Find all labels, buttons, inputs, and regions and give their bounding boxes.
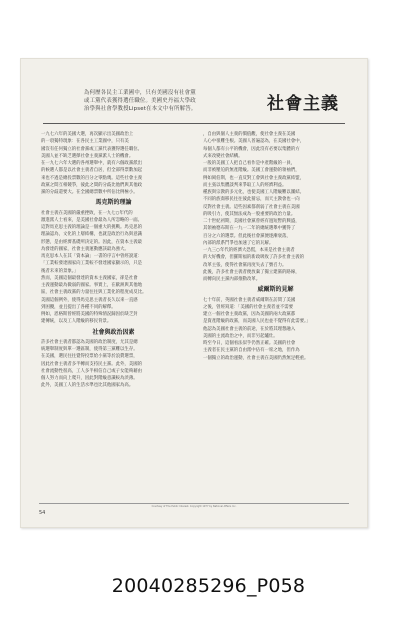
body-line: 到困擾，並且提出了各種不同的解釋。 bbox=[41, 304, 116, 310]
body-line: 此外，美國工人的生活水準也比其他國家為高。 bbox=[41, 383, 134, 389]
body-line: 每個人都有公平的機會，因此沒有必要以集體的方 bbox=[203, 146, 300, 152]
body-line: 例如岡伯斯，也一直反對工會與社會主義政黨結盟， bbox=[203, 175, 304, 181]
page-footer bbox=[39, 503, 349, 516]
body-line: 主義運動最為微弱的國家。事實上，在歐洲與其他地 bbox=[41, 283, 142, 288]
body-line: 然而，美國這個最發達的資本主義國家，卻是社會 bbox=[41, 275, 138, 281]
body-line: 百分之六的選票。但此後社會黨便逐漸衰落， bbox=[203, 233, 291, 239]
body-line: 他認為美國社會主義的前途，在於將其理想融入 bbox=[203, 326, 296, 332]
body-line: 社會流動性很高，工人多半相信自己或子女能夠藉由 bbox=[41, 368, 142, 374]
body-line: 例如，恩格斯曾經將美國的特殊情況歸因於缺乏封 bbox=[41, 312, 138, 317]
body-line: 建立一個社會主義政黨，因為美國的兩大政黨都 bbox=[203, 312, 296, 317]
image-caption: 20040285296_P058 bbox=[111, 575, 306, 597]
body-line: 一九三○年代的經濟大恐慌，本來是社會主義者 bbox=[203, 248, 295, 253]
body-line: 而主張以集體談判來爭取工人的經濟利益。 bbox=[203, 182, 287, 188]
body-line: 的一項獨特現象：在各民主工業國中，只有美 bbox=[41, 139, 129, 145]
body-line: ，自由與個人主義的價值觀，使社會主義在美國 bbox=[203, 132, 296, 137]
body-line: 的大好機會，但羅斯福的新政吸收了許多社會主義的 bbox=[203, 255, 304, 261]
body-line: 反對社會主義。這些因素都削弱了社會主義在美國 bbox=[203, 204, 300, 210]
article-title: 社會主義 bbox=[267, 94, 339, 114]
body-line: 是資產階級的政黨，而美國人民也並不覺得有此需要。」 bbox=[203, 319, 311, 325]
section-heading: 威爾斯的見解 bbox=[257, 286, 294, 294]
body-line: 為發達的國家，社會主義運動應該最為強大。 bbox=[41, 246, 129, 252]
body-line: 一個獨立的政治運動，社會主義在美國仍然無足輕重。 bbox=[203, 355, 309, 361]
body-line: 美國這個例外，使得馬克思主義者長久以來一直感 bbox=[41, 297, 138, 303]
body-line: 馬克思本人在其「資本論」一書的序言中曾經說道： bbox=[41, 254, 142, 259]
body-line: 一般的美國工人把自己看作是中產階級的一員， bbox=[203, 161, 296, 166]
section-heading: 社會與政治因素 bbox=[92, 328, 135, 336]
body-line: 統選舉制度與單一選區制，使得第三黨難以生存。 bbox=[41, 347, 138, 352]
article-intro bbox=[84, 89, 259, 113]
body-line: 主義者在民主黨的自由派中佔有一席之地，但作為 bbox=[203, 348, 300, 354]
body-line: 此後，許多社會主義者便放棄了獨立建黨的路線， bbox=[203, 269, 300, 275]
body-line: 人心中很難生根。美國人普遍認為，在美國社會中， bbox=[203, 139, 304, 145]
body-line: 國沒有任何獨立的社會黨或工黨代表獲得選任職位。 bbox=[41, 146, 142, 152]
body-line: 改革主張，使得社會黨再度失去了號召力。 bbox=[203, 262, 287, 268]
body-line: 七十年前，英國社會主義者威爾斯在訪問了美國 bbox=[203, 297, 296, 303]
body-line: 美國的主流政治之中，而非另起爐灶。 bbox=[203, 333, 278, 339]
body-line: 黨的分歧還要大。在全國總票數中所佔比例極小。 bbox=[41, 190, 138, 195]
body-line: 因此社會主義者多半轉而支持民主黨。此外，美國的 bbox=[41, 361, 142, 367]
body-line: 許多社會主義者都認為美國的政治制度，尤其是總 bbox=[41, 339, 138, 345]
page-number: 54 bbox=[39, 510, 46, 516]
intro-line: 治學與社會學教授Lipset在本文中有所解答。 bbox=[84, 106, 197, 113]
body-line: 來也不過是總投票數的百分之零點幾。這些社會主義 bbox=[41, 175, 142, 181]
body-line: 這對馬克思主義的理論是一個重大的挑戰。馬克思的 bbox=[41, 225, 142, 230]
section-heading: 馬克斯的理論 bbox=[95, 199, 132, 207]
body-line: 在一九七六年大選的各州選舉中，就有六個政黨派出 bbox=[41, 161, 142, 166]
credit-line: Courtesy of The Public Interest. Copyright 1977 by National Affairs Inc. bbox=[151, 505, 237, 508]
magazine-page bbox=[20, 58, 368, 528]
body-line: 「工業較發達國家向工業較不發達國家顯示的，只是 bbox=[41, 261, 142, 267]
body-line: 理論認為，文化的上層結構，也就是政治行為與意識 bbox=[41, 232, 142, 238]
title-rule bbox=[43, 123, 345, 124]
body-line: 時至今日，這個看法似乎仍然正確。美國的社會 bbox=[203, 341, 296, 346]
body-line: 式來改變社會結構。 bbox=[203, 153, 243, 159]
body-line: 其領袖德布斯在一九一二年的總統選舉中獲得了 bbox=[203, 226, 296, 232]
body-line: 不同的族裔移民往往彼此猜忌，而天主教會也一向 bbox=[203, 197, 300, 203]
body-line: 的吸引力，使其無法成為一股重要的政治力量。 bbox=[203, 211, 296, 217]
body-line: 一九七六年的美國大選，再次顯示出美國政治上 bbox=[41, 132, 134, 137]
body-line: 個人努力而向上爬升，因此對階級意識較為淡薄。 bbox=[41, 376, 138, 381]
body-line: 形態，是由經濟基礎所決定的。因此，在資本主義最 bbox=[41, 239, 142, 245]
body-line: 政黨之間互相競爭，彼此之間的分歧比他們與其他政 bbox=[41, 182, 142, 188]
intro-line: 或工黨代表獲得選任職位。美國史丹福大學政 bbox=[84, 98, 196, 105]
body-line: 後者未來的景象。」 bbox=[41, 268, 79, 274]
body-line: 的候選人都是以社會主義者自居，但全部得票數加起 bbox=[41, 168, 142, 174]
body-line: 美國人並不缺乏選擇社會主義黨派人士的機會。 bbox=[41, 153, 134, 159]
body-line: 在美國，選民往往覺得投票給小黨等於浪費選票， bbox=[41, 354, 138, 360]
right-column bbox=[203, 131, 348, 362]
left-column bbox=[41, 131, 186, 390]
body-line: 之後，曾經寫道：「美國的社會主義者並不需要 bbox=[203, 304, 294, 310]
body-line: 建傳統，以及工人階級的移民背景。 bbox=[41, 319, 112, 325]
body-line: 而非被壓迫的無產階級。美國工會運動的領袖們， bbox=[203, 168, 300, 174]
body-line: 區，社會主義政黨的力量往往與工業化的程度成反比。 bbox=[41, 290, 147, 296]
body-line: 二十世紀初期，美國社會黨曾經有過短暫的興盛， bbox=[203, 219, 300, 224]
body-line: 激進派人士看來，是美國社會最為人所忽略的一面。 bbox=[41, 217, 142, 223]
intro-line: 為何歷各民主工業國中，只有美國沒有社會黨 bbox=[84, 90, 196, 96]
body-line: 內部的派系鬥爭也加速了它的瓦解。 bbox=[203, 240, 274, 246]
body-line: 種族與宗教的多元化，也使美國工人階級難以團結。 bbox=[203, 190, 304, 195]
body-line: 而轉向民主黨內部推動改革。 bbox=[203, 277, 261, 282]
body-line: 社會主義在美國的嚴重挫敗，在一九七○年代的 bbox=[41, 210, 133, 216]
